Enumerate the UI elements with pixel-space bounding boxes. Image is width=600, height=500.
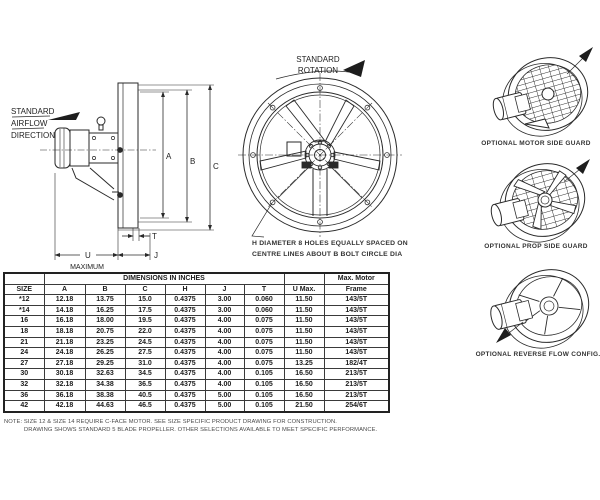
table-cell: 13.75 (85, 295, 125, 306)
table-cell: 0.105 (244, 401, 284, 412)
table-cell: 11.50 (284, 305, 324, 316)
span-header-cell: DIMENSIONS IN INCHES (44, 273, 284, 284)
table-cell: 0.105 (244, 379, 284, 390)
table-cell: 0.4375 (165, 358, 205, 369)
table-row (4, 379, 389, 390)
table-cell: 32.18 (44, 379, 85, 390)
empty-header-cell (284, 273, 324, 284)
table-cell: 0.4375 (165, 379, 205, 390)
table-cell: 0.4375 (165, 390, 205, 401)
eye-bolt (97, 117, 105, 125)
optional-motor-side-guard-figure (465, 32, 600, 137)
table-cell: 44.63 (85, 401, 125, 412)
table-cell: 29.25 (85, 358, 125, 369)
table-cell: 13.25 (284, 358, 324, 369)
table-cell: 21.50 (284, 401, 324, 412)
table-cell: 16.25 (85, 305, 125, 316)
table-cell: 0.4375 (165, 326, 205, 337)
motor (489, 197, 529, 227)
note-line-1: NOTE: SIZE 12 & SIZE 14 REQUIRE C-FACE MOTOR. SEE SIZE SPECIFIC PRODUCT DRAWING FOR CONSTRUCTION. (4, 419, 337, 425)
table-row (4, 369, 389, 380)
table-cell: 42 (4, 401, 44, 412)
dimensions-table (3, 272, 390, 413)
table-cell: 182/4T (324, 358, 389, 369)
table-cell: 5.00 (205, 390, 244, 401)
table-cell: 40.5 (125, 390, 165, 401)
optional-motor-side-guard-label: OPTIONAL MOTOR SIDE GUARD (481, 140, 591, 147)
col-header-c: C (125, 284, 165, 295)
col-header-a: A (44, 284, 85, 295)
table-cell: 12.18 (44, 295, 85, 306)
note-line-2: DRAWING SHOWS STANDARD 5 BLADE PROPELLER. OTHER SELECTIONS AVAILABLE TO MEET SPECIFIC PERFORMANCE. (24, 427, 378, 433)
col-header-b: B (85, 284, 125, 295)
dim-label-u: U (85, 251, 91, 260)
table-cell: 24 (4, 348, 44, 359)
table-cell: 42.18 (44, 401, 85, 412)
table-row (4, 390, 389, 401)
table-row (4, 316, 389, 327)
table-cell: 0.4375 (165, 369, 205, 380)
table-cell: 0.075 (244, 316, 284, 327)
table-cell: 26.25 (85, 348, 125, 359)
table-cell: 22.0 (125, 326, 165, 337)
table-cell: 16.50 (284, 379, 324, 390)
table-cell: 27.18 (44, 358, 85, 369)
col-header-j: J (205, 284, 244, 295)
table-row (4, 348, 389, 359)
fan-housing-panel (118, 83, 150, 260)
table-cell: 21 (4, 337, 44, 348)
table-cell: 143/5T (324, 295, 389, 306)
col-header-h: H (165, 284, 205, 295)
table-cell: 0.075 (244, 337, 284, 348)
dim-label-t: T (152, 232, 157, 241)
table-cell: 32.63 (85, 369, 125, 380)
corner-cell (4, 273, 44, 284)
table-cell: 34.5 (125, 369, 165, 380)
table-header-row-2 (4, 284, 389, 295)
fan-front-view (230, 40, 460, 240)
maximum-label: MAXIMUM (70, 264, 104, 271)
table-cell: 11.50 (284, 337, 324, 348)
table-cell: 23.25 (85, 337, 125, 348)
table-cell: 254/6T (324, 401, 389, 412)
optional-reverse-flow-figure (465, 258, 600, 350)
table-cell: 4.00 (205, 326, 244, 337)
table-cell: 31.0 (125, 358, 165, 369)
table-cell: 143/5T (324, 316, 389, 327)
table-cell: 34.38 (85, 379, 125, 390)
table-cell: 19.5 (125, 316, 165, 327)
table-row (4, 295, 389, 306)
table-cell: 11.50 (284, 295, 324, 306)
table-cell: 16.50 (284, 369, 324, 380)
table-cell: 4.00 (205, 337, 244, 348)
svg-text:DIRECTION: DIRECTION (11, 131, 55, 140)
table-cell: 143/5T (324, 337, 389, 348)
table-row (4, 337, 389, 348)
dim-label-b: B (190, 157, 196, 166)
table-cell: 143/5T (324, 348, 389, 359)
table-cell: 46.5 (125, 401, 165, 412)
fan-side-view (0, 28, 230, 278)
table-row (4, 358, 389, 369)
table-cell: 0.060 (244, 295, 284, 306)
table-cell: 5.00 (205, 401, 244, 412)
table-cell: 213/5T (324, 379, 389, 390)
table-cell: 16.50 (284, 390, 324, 401)
table-cell: 0.4375 (165, 305, 205, 316)
table-cell: 18.18 (44, 326, 85, 337)
table-cell: 0.105 (244, 390, 284, 401)
table-cell: 14.18 (44, 305, 85, 316)
table-cell: 24.18 (44, 348, 85, 359)
table-cell: 38.38 (85, 390, 125, 401)
table-cell: 0.075 (244, 326, 284, 337)
table-cell: 0.105 (244, 369, 284, 380)
rotation-label: STANDARD (296, 55, 340, 64)
table-cell: 0.4375 (165, 316, 205, 327)
table-cell: 4.00 (205, 379, 244, 390)
table-cell: 4.00 (205, 348, 244, 359)
table-cell: 18 (4, 326, 44, 337)
table-cell: 4.00 (205, 358, 244, 369)
table-cell: 36.18 (44, 390, 85, 401)
table-row (4, 305, 389, 316)
table-cell: 16.18 (44, 316, 85, 327)
table-cell: *12 (4, 295, 44, 306)
table-cell: *14 (4, 305, 44, 316)
center-lines (238, 73, 402, 237)
svg-text:ROTATION: ROTATION (297, 66, 339, 75)
table-cell: 21.18 (44, 337, 85, 348)
table-cell: 0.4375 (165, 401, 205, 412)
svg-text:AIRFLOW: AIRFLOW (11, 119, 48, 128)
table-cell: 27 (4, 358, 44, 369)
table-header-row-1 (4, 273, 389, 284)
table-cell: 4.00 (205, 369, 244, 380)
table-cell: 36 (4, 390, 44, 401)
dim-label-c: C (213, 162, 219, 171)
motor-bracket (72, 168, 119, 200)
table-cell: 0.4375 (165, 337, 205, 348)
table-cell: 27.5 (125, 348, 165, 359)
optional-prop-side-guard-label: OPTIONAL PROP SIDE GUARD (484, 243, 588, 250)
table-cell: 0.060 (244, 305, 284, 316)
max-motor-header-cell: Max. Motor (324, 273, 389, 284)
table-cell: 30 (4, 369, 44, 380)
footnotes (4, 418, 377, 434)
table-cell: 36.5 (125, 379, 165, 390)
table-cell: 15.0 (125, 295, 165, 306)
col-header-size: SIZE (4, 284, 44, 295)
table-cell: 17.5 (125, 305, 165, 316)
table-cell: 30.18 (44, 369, 85, 380)
table-row (4, 401, 389, 412)
bolt-note-leader (252, 203, 272, 237)
table-cell: 32 (4, 379, 44, 390)
motor-assembly (55, 117, 122, 200)
table-cell: 3.00 (205, 305, 244, 316)
table-cell: 143/5T (324, 326, 389, 337)
table-cell: 16 (4, 316, 44, 327)
optional-reverse-flow-label: OPTIONAL REVERSE FLOW CONFIG. (475, 351, 600, 358)
dim-label-j: J (154, 251, 158, 260)
table-cell: 0.4375 (165, 295, 205, 306)
table-cell: 4.00 (205, 316, 244, 327)
dim-label-a: A (166, 152, 172, 161)
table-row (4, 326, 389, 337)
table-cell: 11.50 (284, 326, 324, 337)
table-cell: 0.4375 (165, 348, 205, 359)
table-cell: 3.00 (205, 295, 244, 306)
table-cell: 0.075 (244, 348, 284, 359)
table-cell: 20.75 (85, 326, 125, 337)
optional-prop-side-guard-figure (465, 148, 600, 243)
bolt-circle-note: H DIAMETER 8 HOLES EQUALLY SPACED ON CENTRE LINES ABOUT B BOLT CIRCLE DIA (252, 240, 408, 258)
col-header-frame: Frame (324, 284, 389, 295)
table-cell: 11.50 (284, 316, 324, 327)
table-cell: 143/5T (324, 305, 389, 316)
table-cell: 18.00 (85, 316, 125, 327)
table-cell: 0.075 (244, 358, 284, 369)
motor (489, 298, 534, 331)
table-cell: 11.50 (284, 348, 324, 359)
table-cell: 213/5T (324, 369, 389, 380)
table-cell: 24.5 (125, 337, 165, 348)
col-header-t: T (244, 284, 284, 295)
airflow-direction-label: STANDARD (11, 107, 55, 116)
col-header-u-max: U Max. (284, 284, 324, 295)
table-cell: 213/5T (324, 390, 389, 401)
dimension-line-u (55, 173, 118, 260)
